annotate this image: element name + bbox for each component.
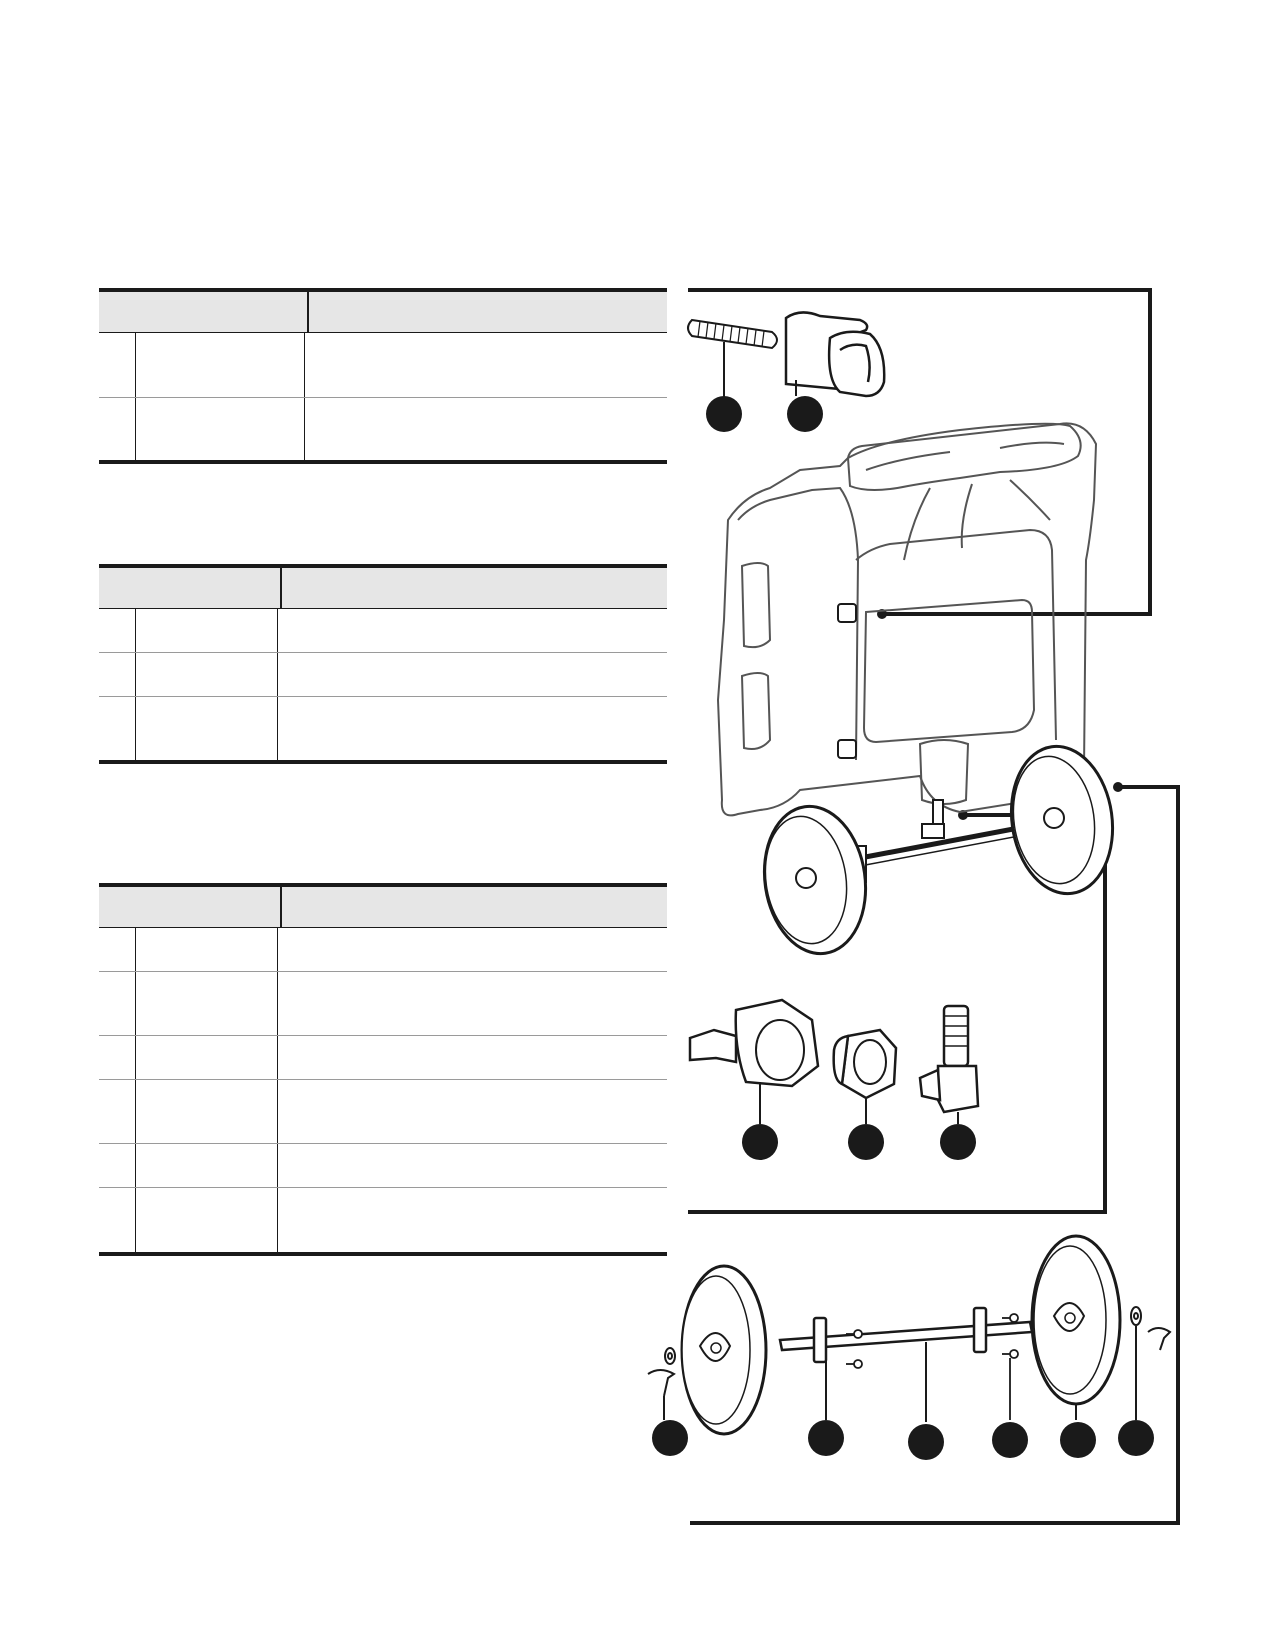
hex-bushing-part-illustration: [834, 1030, 896, 1124]
drain-valve-part-illustration: [690, 1000, 818, 1124]
callout-marker: [908, 1424, 944, 1460]
callout-marker: [808, 1420, 844, 1456]
callout-marker: [940, 1124, 976, 1160]
exploded-right-wheel-illustration: [1032, 1236, 1120, 1420]
callout-marker: [787, 396, 823, 432]
callout-marker: [706, 396, 742, 432]
callout-markers-top: [706, 396, 823, 432]
swivel-cap-part-illustration: [786, 312, 884, 396]
callout-marker: [742, 1124, 778, 1160]
callout-marker: [992, 1422, 1028, 1458]
elbow-barb-part-illustration: [920, 1006, 978, 1124]
callout-marker: [1060, 1422, 1096, 1458]
axle-rod-part-illustration: [780, 1308, 1032, 1422]
callout-marker: [652, 1420, 688, 1456]
hose-part-illustration: [688, 320, 777, 397]
right-washer-pin-illustration: [1131, 1307, 1170, 1420]
left-washer-pin-illustration: [648, 1348, 675, 1420]
exploded-left-wheel-illustration: [682, 1266, 766, 1434]
main-left-wheel-illustration: [755, 800, 875, 960]
callout-markers-valve: [742, 1124, 976, 1160]
callout-marker: [848, 1124, 884, 1160]
callout-marker: [1118, 1420, 1154, 1456]
